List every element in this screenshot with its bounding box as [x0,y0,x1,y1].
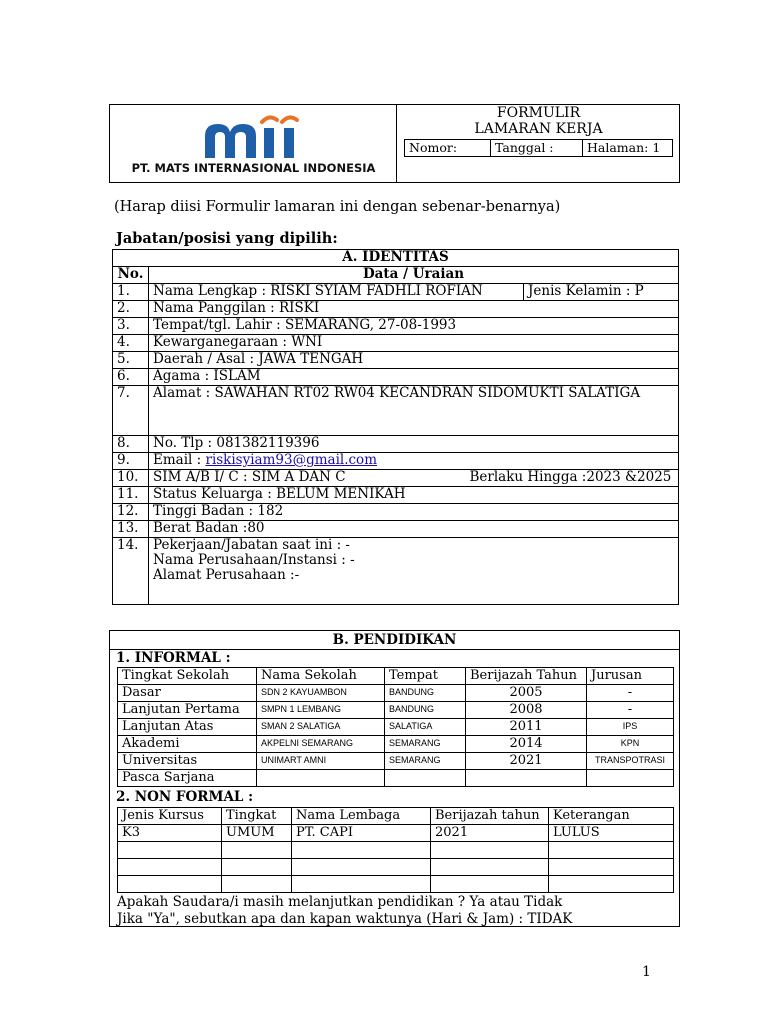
identity-table [112,249,679,605]
row-number: 13. [113,521,149,538]
table-row [118,842,674,859]
table-row [113,436,679,453]
phone-field[interactable]: No. Tlp : 081382119396 [149,436,679,453]
education-section [109,630,680,927]
year-cell[interactable] [431,876,549,893]
email-label: Email : [153,452,206,468]
informal-education-table [117,667,674,787]
column-header-data: Data / Uraian [149,267,679,284]
column-header: Nama Lembaga [292,808,431,825]
halaman-field: Halaman: 1 [583,140,673,157]
continue-education-detail[interactable]: Jika "Ya", sebutkan apa dan kapan waktunya (Hari & Jam) : TIDAK [117,911,573,927]
institution-cell[interactable]: PT. CAPI [292,825,431,842]
level-cell[interactable] [222,842,292,859]
row-number: 10. [113,470,149,487]
column-header: Jenis Kursus [118,808,222,825]
position-label[interactable]: Jabatan/posisi yang dipilih: [116,230,338,247]
level-cell[interactable]: UMUM [222,825,292,842]
company-logo-area [110,105,397,182]
place-cell[interactable] [385,770,466,787]
year-cell[interactable]: 2005 [466,685,587,702]
origin-field[interactable]: Daerah / Asal : JAWA TENGAH [149,352,679,369]
table-row [113,318,679,335]
school-cell[interactable]: UNIMART AMNI [257,753,385,770]
institution-cell[interactable] [292,859,431,876]
year-cell[interactable] [466,770,587,787]
company-address-field: Alamat Perusahaan :- [153,567,300,583]
instruction-text: (Harap diisi Formulir lamaran ini dengan sebenar-benarnya) [114,199,561,215]
column-header: Tempat [385,668,466,685]
table-row [113,335,679,352]
note-cell[interactable]: LULUS [549,825,674,842]
school-cell[interactable]: SMAN 2 SALATIGA [257,719,385,736]
form-meta-table [404,139,673,157]
row-number: 11. [113,487,149,504]
table-row [113,352,679,369]
table-row [113,284,679,301]
column-header: Berijazah Tahun [466,668,587,685]
address-field[interactable]: Alamat : SAWAHAN RT02 RW04 KECANDRAN SIDOMUKTI SALATIGA [149,386,679,436]
institution-cell[interactable] [292,876,431,893]
license-value: SIM A/B I/ C : SIM A DAN C [153,469,346,485]
level-cell: Lanjutan Pertama [118,702,257,719]
major-cell[interactable]: IPS [587,719,674,736]
year-cell[interactable]: 2008 [466,702,587,719]
row-number: 8. [113,436,149,453]
level-cell: Dasar [118,685,257,702]
column-header: Keterangan [549,808,674,825]
row-number: 2. [113,301,149,318]
current-job: Pekerjaan/Jabatan saat ini : - [153,537,350,553]
table-row [113,386,679,436]
page-number: 1 [642,964,651,980]
column-header: Tingkat Sekolah [118,668,257,685]
row-number: 3. [113,318,149,335]
religion-field[interactable]: Agama : ISLAM [149,369,679,386]
table-row [113,301,679,318]
row-number: 5. [113,352,149,369]
identity-section-title: A. IDENTITAS [113,250,679,267]
license-valid-until: Berlaku Hingga :2023 &2025 [469,469,672,485]
email-field[interactable] [149,453,679,470]
column-header: Berijazah tahun [431,808,549,825]
year-cell[interactable]: 2021 [466,753,587,770]
company-name: PT. MATS INTERNASIONAL INDONESIA [131,161,376,175]
row-number: 14. [113,538,149,605]
continue-education-question[interactable]: Apakah Saudara/i masih melanjutkan pendidikan ? Ya atau Tidak [117,894,563,910]
mii-logo-icon [202,114,312,160]
place-cell[interactable]: SEMARANG [385,753,466,770]
gender-field[interactable]: Jenis Kelamin : P [524,284,679,301]
level-cell: Lanjutan Atas [118,719,257,736]
column-header-no: No. [113,267,149,284]
tanggal-field[interactable]: Tanggal : [491,140,583,157]
place-cell[interactable]: SEMARANG [385,736,466,753]
form-title: FORMULIR [496,105,581,121]
row-number: 6. [113,369,149,386]
column-header: Tingkat [222,808,292,825]
note-cell[interactable] [549,859,674,876]
level-cell: Universitas [118,753,257,770]
table-row [118,702,674,719]
table-row [113,487,679,504]
informal-label: 1. INFORMAL : [116,650,231,666]
note-cell[interactable] [549,842,674,859]
major-cell[interactable]: KPN [587,736,674,753]
year-cell[interactable]: 2014 [466,736,587,753]
row-number: 1. [113,284,149,301]
table-row [118,770,674,787]
weight-field[interactable]: Berat Badan :80 [149,521,679,538]
major-cell[interactable] [587,770,674,787]
table-row [118,736,674,753]
level-cell: Pasca Sarjana [118,770,257,787]
table-row [113,470,679,487]
height-field[interactable]: Tinggi Badan : 182 [149,504,679,521]
course-cell[interactable]: K3 [118,825,222,842]
year-cell[interactable] [431,842,549,859]
course-cell[interactable] [118,876,222,893]
place-cell[interactable]: BANDUNG [385,702,466,719]
course-cell[interactable] [118,859,222,876]
column-header: Jurusan [587,668,674,685]
year-cell[interactable]: 2011 [466,719,587,736]
row-number: 9. [113,453,149,470]
level-cell[interactable] [222,876,292,893]
table-row [113,504,679,521]
major-cell[interactable]: TRANSPOTRASI [587,753,674,770]
institution-cell[interactable] [292,842,431,859]
nonformal-education-table [117,807,674,893]
level-cell: Akademi [118,736,257,753]
row-number: 7. [113,386,149,436]
table-row [118,876,674,893]
full-name-field[interactable]: Nama Lengkap : RISKI SYIAM FADHLI ROFIAN [149,284,524,301]
table-row [118,685,674,702]
place-cell[interactable]: BANDUNG [385,685,466,702]
column-header: Nama Sekolah [257,668,385,685]
school-cell[interactable] [257,770,385,787]
nonformal-label: 2. NON FORMAL : [116,789,254,805]
license-field[interactable] [149,470,679,487]
school-cell[interactable]: AKPELNI SEMARANG [257,736,385,753]
course-cell[interactable] [118,842,222,859]
table-row [118,753,674,770]
level-cell[interactable] [222,859,292,876]
nomor-field[interactable]: Nomor: [405,140,491,157]
birth-field[interactable]: Tempat/tgl. Lahir : SEMARANG, 27-08-1993 [149,318,679,335]
company-name-field: Nama Perusahaan/Instansi : - [153,552,355,568]
row-number: 12. [113,504,149,521]
nickname-field[interactable]: Nama Panggilan : RISKI [149,301,679,318]
table-row [113,453,679,470]
school-cell[interactable]: SMPN 1 LEMBANG [257,702,385,719]
email-link[interactable]: riskisyiam93@gmail.com [205,452,377,468]
school-cell[interactable]: SDN 2 KAYUAMBON [257,685,385,702]
nationality-field[interactable]: Kewarganegaraan : WNI [149,335,679,352]
form-header [109,104,680,183]
table-row [118,825,674,842]
note-cell[interactable] [549,876,674,893]
form-subtitle: LAMARAN KERJA [474,121,603,137]
place-cell[interactable]: SALATIGA [385,719,466,736]
education-section-title: B. PENDIDIKAN [332,632,457,648]
major-cell[interactable]: - [587,702,674,719]
employment-field[interactable] [149,538,679,605]
table-row [113,369,679,386]
table-row [113,521,679,538]
major-cell[interactable]: - [587,685,674,702]
table-row [118,719,674,736]
marital-status-field[interactable]: Status Keluarga : BELUM MENIKAH [149,487,679,504]
year-cell[interactable]: 2021 [431,825,549,842]
table-row [118,859,674,876]
year-cell[interactable] [431,859,549,876]
row-number: 4. [113,335,149,352]
table-row [113,538,679,605]
